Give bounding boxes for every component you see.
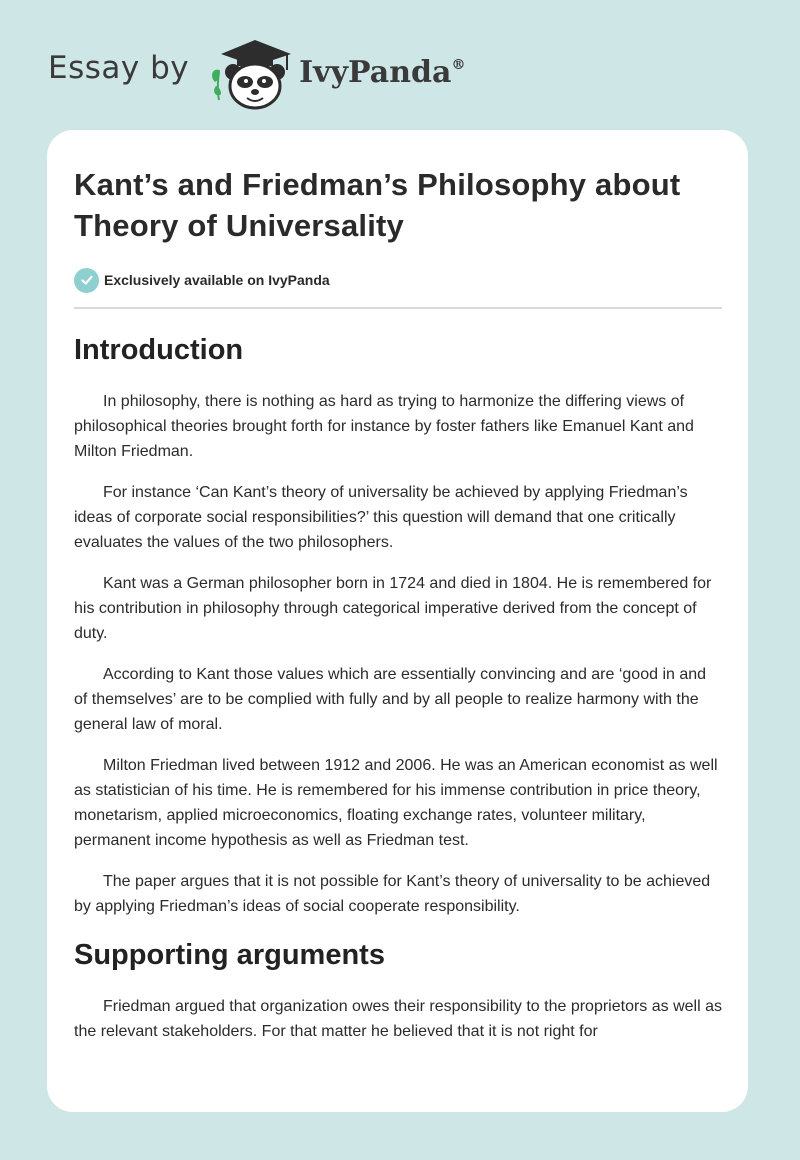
divider (74, 307, 722, 309)
essay-content (74, 164, 722, 1044)
brand-name[interactable] (299, 55, 465, 90)
section-heading-supporting-arguments: Supporting arguments (74, 939, 385, 971)
essay-by-label: Essay by (48, 50, 190, 86)
essay-card (47, 130, 748, 1112)
section-heading-introduction: Introduction (74, 334, 244, 366)
paragraph: The paper argues that it is not possible for Kant’s theory of universality to be achieved by applying Friedman’s ideas of social cooperate responsibility. (74, 873, 711, 915)
paragraph: Friedman argued that organization owes their responsibility to the proprietors as well as the relevant stakeholders. For that matter he believed that it is not right for (74, 998, 722, 1040)
registered-mark: ® (451, 56, 466, 73)
check-circle-icon (74, 268, 99, 293)
paragraph: Milton Friedman lived between 1912 and 2006. He was an American economist as well as statistician of his time. He is remembered for his immense contribution in price theory, monetarism, applied microeconomics, floating exchange rates, volunteer military, permanent income hypothesis as well as Friedman test. (74, 757, 718, 849)
site-header (48, 34, 465, 110)
paragraph: According to Kant those values which are essentially convincing and are ‘good in and of themselves’ are to be complied with fully and by all people to realize harmony with the general law of moral. (74, 666, 707, 733)
page-title: Kant’s and Friedman’s Philosophy about Theory of Universality (74, 167, 681, 243)
exclusive-text: Exclusively available on IvyPanda (104, 272, 330, 288)
panda-graduate-icon[interactable] (207, 34, 293, 110)
brand-text: IvyPanda (299, 54, 452, 90)
paragraph: In philosophy, there is nothing as hard as trying to harmonize the differing views of philosophical theories brought forth for instance by foster fathers like Emanuel Kant and Milton Friedman. (74, 393, 694, 460)
paragraph: For instance ‘Can Kant’s theory of universality be achieved by applying Friedman’s ideas of corporate social responsibilities?’ this question will demand that one critically evaluates the values of the two philosophers. (74, 484, 688, 551)
paragraph: Kant was a German philosopher born in 1724 and died in 1804. He is remembered for his contribution in philosophy through categorical imperative derived from the concept of duty. (74, 575, 712, 642)
exclusive-badge (74, 267, 722, 293)
